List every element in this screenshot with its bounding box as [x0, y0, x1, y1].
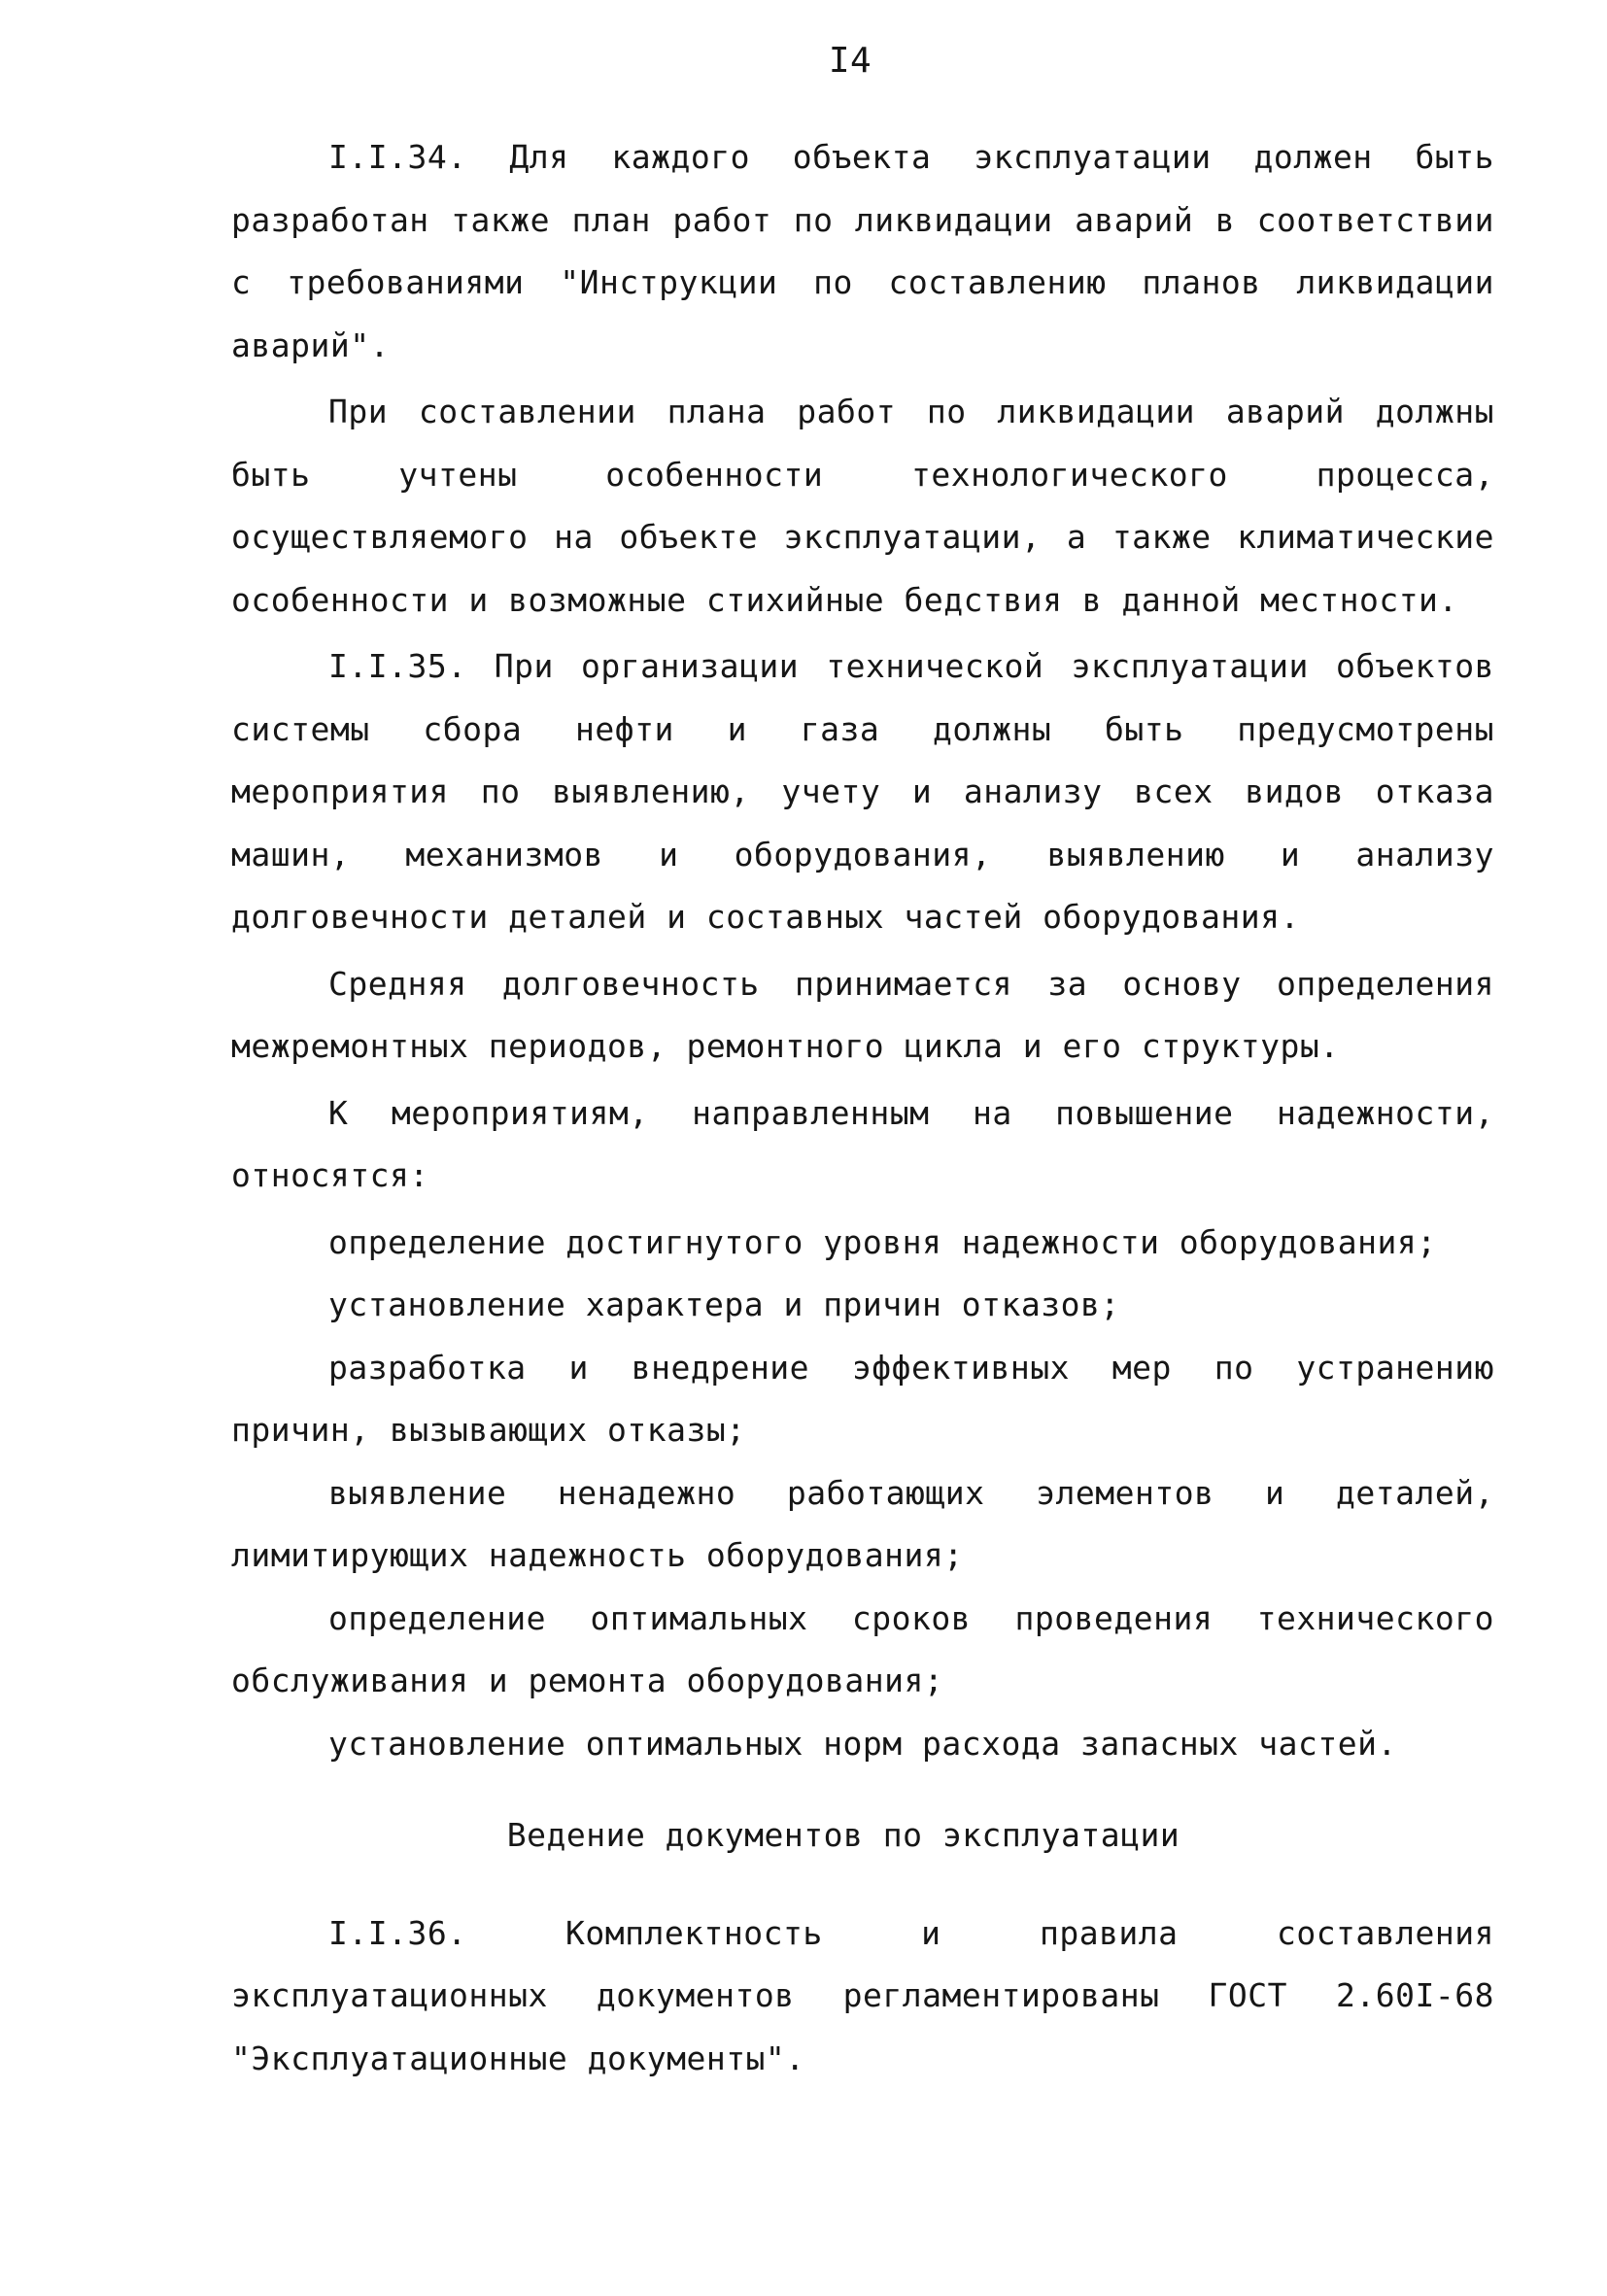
paragraph-1-1-36: I.I.36. Комплектность и правила составления эксплуатационных документов регламентированы ГОСТ 2.60I-68 "Эксплуатационные документы".	[231, 1913, 1494, 2077]
page-number: I4	[828, 41, 872, 81]
section-heading: Ведение документов по эксплуатации	[506, 1816, 1180, 1854]
document-body	[231, 126, 1494, 2090]
list-item: определение достигнутого уровня надежности оборудования;	[328, 1222, 1437, 1261]
paragraph-1-1-35: I.I.35. При организации технической эксплуатации объектов системы сбора нефти и газа должны быть предусмотрены мероприятия по выявлению, учету и анализу всех видов отказа машин, механизмов и оборудования, выявлению и анализу долговечности деталей и составных частей оборудования.	[231, 647, 1494, 936]
paragraph-1-1-34: I.I.34. Для каждого объекта эксплуатации должен быть разработан также план работ по ликвидации аварий в соответствии с требованиями "Инструкции по составлению планов ликвидации аварий".	[231, 138, 1494, 364]
list-item: выявление ненадежно работающих элементов и деталей, лимитирующих надежность оборудования;	[231, 1473, 1494, 1574]
list-item: определение оптимальных сроков проведения технического обслуживания и ремонта оборудования;	[231, 1598, 1494, 1699]
paragraph-1-1-34-plan: При составлении плана работ по ликвидации аварий должны быть учтены особенности технологического процесса, осуществляемого на объекте эксплуатации, а также климатические особенности и возможные стихийные бедствия в данной местности.	[231, 393, 1494, 619]
paragraph-average-durability: Средняя долговечность принимается за основу определения межремонтных периодов, ремонтного цикла и его структуры.	[231, 964, 1494, 1065]
list-item: установление оптимальных норм расхода запасных частей.	[328, 1724, 1397, 1763]
paragraph-reliability-measures-intro: К мероприятиям, направленным на повышение надежности, относятся:	[231, 1093, 1494, 1194]
list-item: установление характера и причин отказов;	[328, 1285, 1120, 1323]
list-item: разработка и внедрение эффективных мер по устранению причин, вызывающих отказы;	[231, 1348, 1494, 1449]
